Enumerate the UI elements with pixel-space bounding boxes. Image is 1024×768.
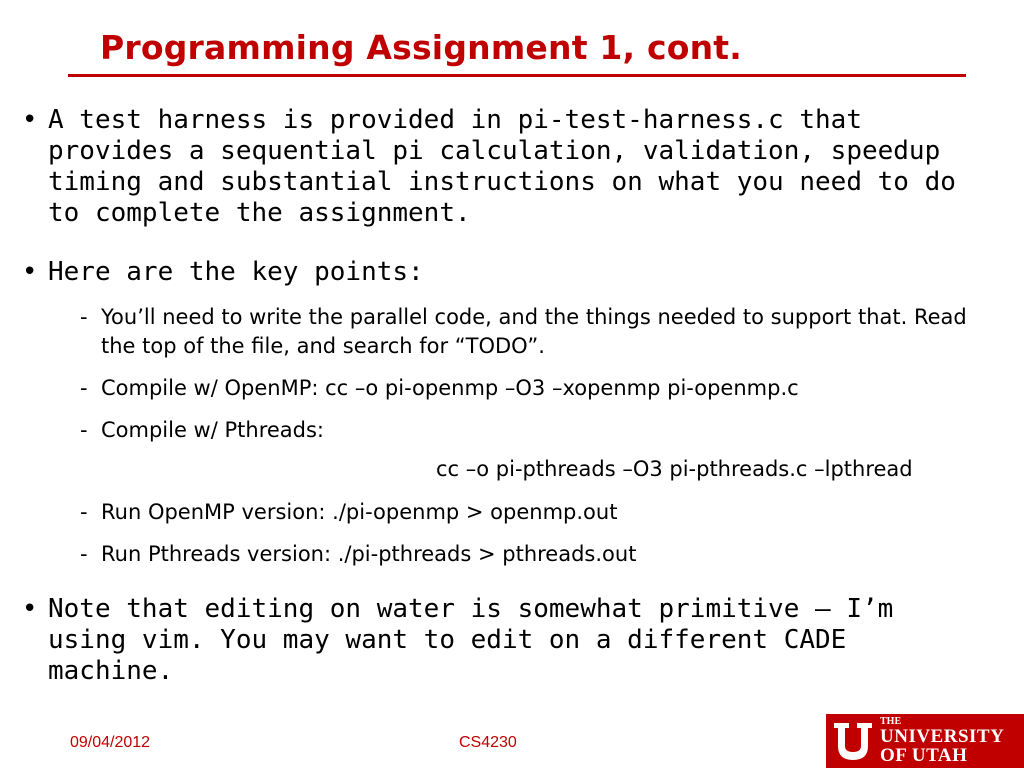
sub-point	[80, 540, 980, 569]
sub-point-text: You’ll need to write the parallel code, and the things needed to support that. Read the top of the file, and search for “TODO”.	[101, 305, 967, 358]
bullet-item	[22, 105, 982, 229]
sub-point	[80, 303, 980, 361]
sub-point-text: Run Pthreads version: ./pi-pthreads > pthreads.out	[101, 542, 637, 566]
sub-point-text: Compile w/ Pthreads:	[101, 418, 325, 442]
logo-line-of-utah: OF UTAH	[880, 745, 968, 766]
bullet-marker: •	[22, 257, 38, 287]
block-u-icon	[832, 719, 874, 763]
sub-point-marker: -	[80, 305, 88, 329]
footer-course: CS4230	[459, 734, 517, 751]
bullet-item	[22, 594, 982, 687]
slide-title: Programming Assignment 1, cont.	[100, 28, 742, 67]
logo-line-the: THE	[880, 716, 902, 727]
sub-point-marker: -	[80, 376, 88, 400]
bullet-text: Note that editing on water is somewhat primitive – I’m using vim. You may want to edit on a different CADE machine.	[48, 594, 894, 686]
bullet-text: A test harness is provided in pi-test-harness.c that provides a sequential pi calculation, validation, speedup timing and substantial instructions on what you need to do to complete the assignment.	[48, 105, 956, 228]
sub-point-marker: -	[80, 542, 88, 566]
sub-point-text: Run OpenMP version: ./pi-openmp > openmp.out	[101, 500, 618, 524]
title-underline	[68, 74, 966, 77]
bullet-text: Here are the key points:	[48, 257, 424, 287]
logo-line-university: UNIVERSITY	[880, 726, 1005, 747]
pthreads-compile-command: cc –o pi-pthreads –O3 pi-pthreads.c –lpthread	[436, 457, 913, 481]
logo-wordmark	[880, 717, 1004, 765]
sub-point	[80, 498, 980, 527]
university-logo	[826, 714, 1024, 768]
sub-point-text: Compile w/ OpenMP: cc –o pi-openmp –O3 –xopenmp pi-openmp.c	[101, 376, 799, 400]
sub-point-marker: -	[80, 500, 88, 524]
sub-point	[80, 416, 980, 445]
bullet-item	[22, 257, 982, 288]
bullet-marker: •	[22, 594, 38, 624]
footer-date: 09/04/2012	[70, 734, 151, 751]
sub-point	[80, 374, 980, 403]
bullet-marker: •	[22, 105, 38, 135]
sub-point-marker: -	[80, 418, 88, 442]
